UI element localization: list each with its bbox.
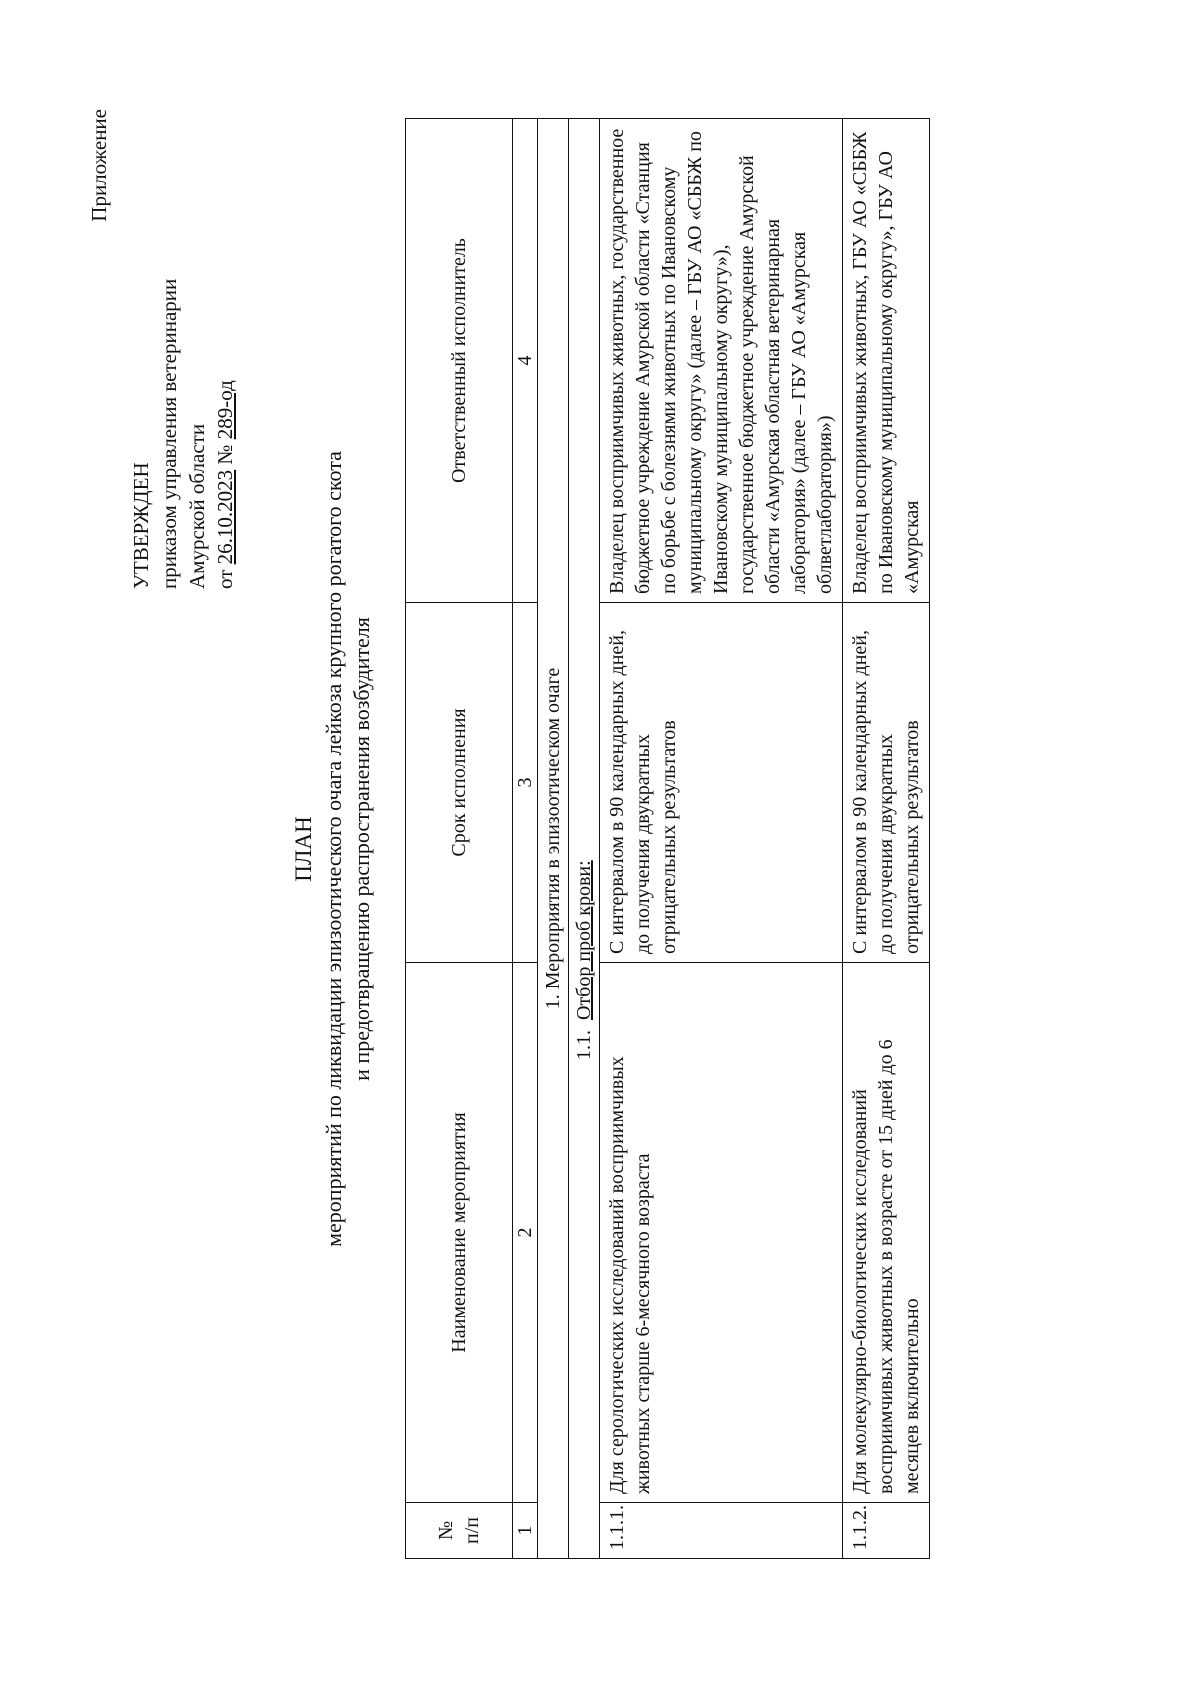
rotated-content <box>85 89 1115 1609</box>
header-row <box>406 119 513 1559</box>
table-row <box>843 119 930 1559</box>
column-numbers-row <box>513 119 538 1559</box>
number-prefix: № <box>213 439 237 470</box>
header-term: Срок исполнения <box>406 603 513 963</box>
approved-label: УТВЕРЖДЕН <box>129 462 153 589</box>
col-number-1: 1 <box>513 1503 538 1559</box>
header-responsible: Ответственный исполнитель <box>406 119 513 603</box>
col-number-2: 2 <box>513 963 538 1503</box>
row-responsible: Владелец восприимчивых животных, государственное бюджетное учреждение Амурской области «Станция по борьбе с болезнями животных по Ивановскому муниципальному округу» (далее – ГБУ АО «СББЖ по Ивановскому муниципальному округу»), государственное бюджетное учреждение Амурской области «Амурская областная ветеринарная лаборатория» (далее – ГБУ АО «Амурская облветлаборатория») <box>600 119 843 603</box>
plan-title: ПЛАН <box>291 816 316 882</box>
row-name: Для молекулярно-биологических исследований восприимчивых животных в возрасте от 15 дней до 6 месяцев включительно <box>843 963 930 1503</box>
plan-table <box>405 118 930 1559</box>
subsection-number: 1.1. <box>573 1030 595 1060</box>
col-number-4: 4 <box>513 119 538 603</box>
plan-subtitle-1: мероприятий по ликвидации эпизоотического очага лейкоза крупного рогатого скота <box>321 451 346 1247</box>
annex-label: Приложение <box>87 109 111 222</box>
header-num: № п/п <box>406 1503 513 1559</box>
subsection-title: Отбор проб крови: <box>573 860 595 1020</box>
row-term: С интервалом в 90 календарных дней, до получения двукратных отрицательных результатов <box>600 603 843 963</box>
document-title <box>290 89 376 1609</box>
header-name: Наименование мероприятия <box>406 963 513 1503</box>
subsection-row <box>569 119 600 1559</box>
table-row <box>600 119 843 1559</box>
row-name: Для серологических исследований восприимчивых животных старше 6-месячного возраста <box>600 963 843 1503</box>
date-prefix: от <box>213 564 237 589</box>
row-responsible: Владелец восприимчивых животных, ГБУ АО «СББЖ по Ивановскому муниципальному округу», ГБУ АО «Амурская <box>843 119 930 603</box>
row-number: 1.1.2. <box>843 1503 930 1559</box>
section-title: 1. Мероприятия в эпизоотическом очаге <box>538 119 569 1559</box>
subsection-cell <box>569 119 600 1559</box>
row-term: С интервалом в 90 календарных дней, до получения двукратных отрицательных результатов <box>843 603 930 963</box>
section-row <box>538 119 569 1559</box>
col-number-3: 3 <box>513 603 538 963</box>
plan-subtitle-2: и предотвращению распространения возбудителя <box>349 617 374 1081</box>
approval-line-1: приказом управления ветеринарии <box>157 278 181 589</box>
approval-block <box>85 109 239 589</box>
order-date: 26.10.2023 <box>213 469 237 565</box>
approval-line-2: Амурской области <box>185 423 209 589</box>
order-number: 289-од <box>213 380 237 440</box>
row-number: 1.1.1. <box>600 1503 843 1559</box>
approval-date-line <box>211 109 239 589</box>
